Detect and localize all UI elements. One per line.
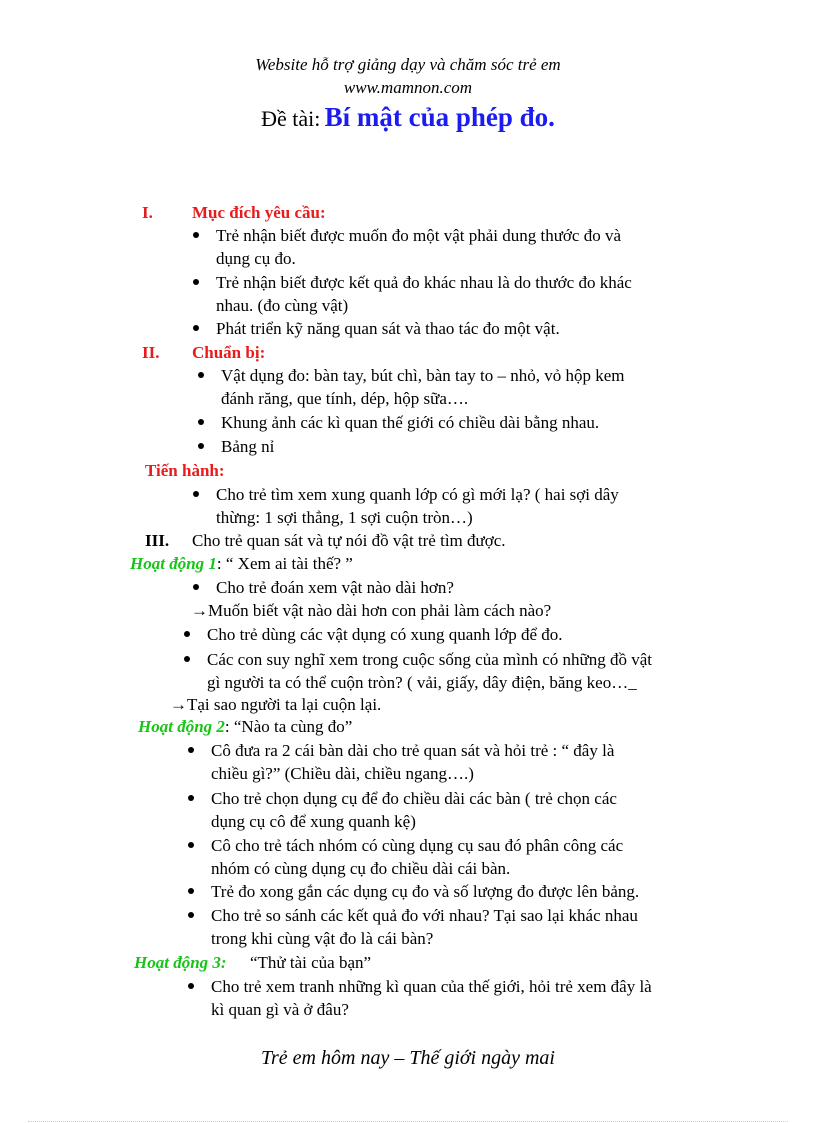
list-item: Các con suy nghĩ xem trong cuộc sống của mình có những đồ vật bbox=[207, 650, 652, 669]
bullet-dot bbox=[198, 419, 204, 425]
list-item-continuation: dụng cụ cô để xung quanh kệ) bbox=[211, 812, 416, 831]
bullet-dot bbox=[193, 491, 199, 497]
section3-numeral: III. bbox=[145, 531, 170, 550]
list-item: Bảng nỉ bbox=[221, 437, 275, 456]
document-title bbox=[0, 102, 816, 132]
list-item: Cô đưa ra 2 cái bàn dài cho trẻ quan sát và hỏi trẻ : “ đây là bbox=[211, 741, 615, 760]
activity2-text: : “Nào ta cùng đo” bbox=[224, 717, 353, 736]
list-item-continuation: thừng: 1 sợi thẳng, 1 sợi cuộn tròn…) bbox=[216, 508, 473, 527]
list-item: Cho trẻ dùng các vật dụng có xung quanh lớp để đo. bbox=[207, 625, 563, 644]
list-item-continuation: kì quan gì và ở đâu? bbox=[211, 1000, 349, 1019]
list-item: Phát triển kỹ năng quan sát và thao tác đo một vật. bbox=[216, 319, 560, 338]
bullet-dot bbox=[184, 631, 190, 637]
list-item-continuation: dụng cụ đo. bbox=[216, 249, 296, 268]
list-item-continuation: gì người ta có thể cuộn tròn? ( vải, giấy, dây điện, băng keo…_ bbox=[207, 673, 637, 692]
section1-heading: Mục đích yêu cầu: bbox=[192, 203, 326, 222]
list-item: Cô cho trẻ tách nhóm có cùng dụng cụ sau đó phân công các bbox=[211, 836, 624, 855]
list-item: Cho trẻ đoán xem vật nào dài hơn? bbox=[216, 578, 454, 597]
list-item: Cho trẻ chọn dụng cụ để đo chiều dài các bàn ( trẻ chọn các bbox=[211, 789, 617, 808]
section3-text: Cho trẻ quan sát và tự nói đồ vật trẻ tìm được. bbox=[192, 531, 506, 550]
bullet-dot bbox=[188, 912, 194, 918]
activity1-heading bbox=[130, 552, 353, 575]
list-item: Trẻ nhận biết được kết quả đo khác nhau là do thước đo khác bbox=[216, 273, 632, 292]
list-item: Cho trẻ tìm xem xung quanh lớp có gì mới lạ? ( hai sợi dây bbox=[216, 485, 619, 504]
list-item-continuation: nhau. (đo cùng vật) bbox=[216, 296, 349, 315]
bullet-dot bbox=[188, 983, 194, 989]
activity2-heading bbox=[138, 715, 352, 738]
activity1-label: Hoạt động 1 bbox=[130, 554, 217, 573]
bullet-dot bbox=[193, 325, 199, 331]
section1-numeral: I. bbox=[142, 203, 153, 222]
list-item: Cho trẻ so sánh các kết quả đo với nhau? Tại sao lại khác nhau bbox=[211, 906, 638, 925]
page-bottom-divider bbox=[28, 1121, 788, 1122]
bullet-dot bbox=[188, 888, 194, 894]
title-prefix: Đề tài: bbox=[261, 106, 321, 131]
title-main: Bí mật của phép đo. bbox=[324, 102, 555, 132]
bullet-dot bbox=[193, 232, 199, 238]
activity3-label: Hoạt động 3: bbox=[134, 953, 227, 972]
section2-heading: Chuẩn bị: bbox=[192, 343, 266, 362]
bullet-dot bbox=[198, 372, 204, 378]
website-tagline: Website hỗ trợ giảng dạy và chăm sóc trẻ em bbox=[255, 55, 561, 74]
list-item-continuation: nhóm có cùng dụng cụ đo chiều dài cái bàn. bbox=[211, 859, 511, 878]
list-item: Cho trẻ xem tranh những kì quan của thế giới, hỏi trẻ xem đây là bbox=[211, 977, 652, 996]
bullet-dot bbox=[188, 842, 194, 848]
list-item-continuation: chiều gì?” (Chiều dài, chiều ngang….) bbox=[211, 764, 474, 783]
activity3-heading bbox=[134, 951, 227, 974]
activity1-text: : “ Xem ai tài thế? ” bbox=[216, 554, 353, 573]
activity3-text: “Thử tài của bạn” bbox=[250, 953, 372, 972]
activity2-label: Hoạt động 2 bbox=[138, 717, 225, 736]
list-item: Khung ảnh các kì quan thế giới có chiều dài bằng nhau. bbox=[221, 413, 600, 432]
bullet-dot bbox=[188, 795, 194, 801]
arrow-note: →Tại sao người ta lại cuộn lại. bbox=[170, 695, 382, 714]
list-item: Vật dụng đo: bàn tay, bút chì, bàn tay to – nhỏ, vỏ hộp kem bbox=[221, 366, 625, 385]
bullet-dot bbox=[193, 279, 199, 285]
arrow-note: →Muốn biết vật nào dài hơn con phải làm cách nào? bbox=[191, 601, 552, 620]
section2-numeral: II. bbox=[142, 343, 160, 362]
website-url: www.mamnon.com bbox=[343, 78, 473, 97]
list-item: Trẻ đo xong gắn các dụng cụ đo và số lượng đo được lên bảng. bbox=[211, 882, 640, 901]
bullet-dot bbox=[184, 656, 190, 662]
bullet-dot bbox=[198, 443, 204, 449]
list-item-continuation: đánh răng, que tính, dép, hộp sữa…. bbox=[221, 389, 469, 408]
bullet-dot bbox=[193, 584, 199, 590]
list-item-continuation: trong khi cùng vật đo là cái bàn? bbox=[211, 929, 434, 948]
footer-slogan: Trẻ em hôm nay – Thế giới ngày mai bbox=[261, 1047, 555, 1069]
list-item: Trẻ nhận biết được muốn đo một vật phải dung thước đo và bbox=[216, 226, 622, 245]
bullet-dot bbox=[188, 747, 194, 753]
procedure-heading: Tiến hành: bbox=[145, 461, 225, 480]
